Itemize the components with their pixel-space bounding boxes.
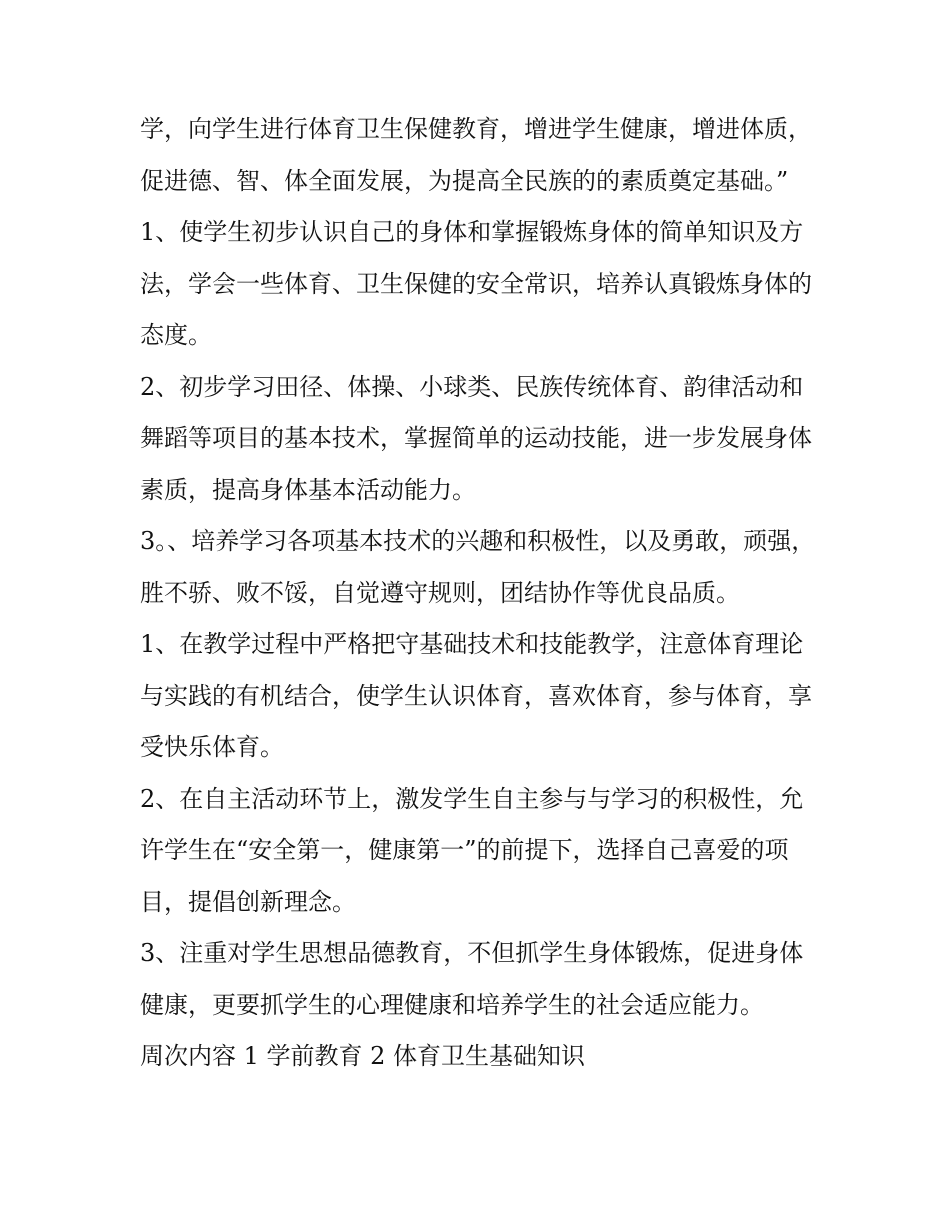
paragraph-objective-3: 3。、培养学习各项基本技术的兴趣和积极性，以及勇敢，顽强，胜不骄、败不馁，自觉遵守规则，团结协作等优良品质。	[140, 527, 816, 607]
paragraph-objective-2: 2、初步学习田径、体操、小球类、民族传统体育、韵律活动和舞蹈等项目的基本技术，掌握简单的运动技能，进一步发展身体素质，提高身体基本活动能力。	[140, 372, 812, 504]
paragraph-goal-intro: 学，向学生进行体育卫生保健教育，增进学生健康，增进体质，促进德、智、体全面发展，为提高全民族的的素质奠定基础。”	[140, 115, 812, 195]
paragraph-measure-1: 1、在教学过程中严格把守基础技术和技能教学，注意体育理论与实践的有机结合，使学生认识体育，喜欢体育，参与体育，享受快乐体育。	[140, 630, 812, 761]
paragraph-objective-1: 1、使学生初步认识自己的身体和掌握锻炼身体的简单知识及方法，学会一些体育、卫生保健的安全常识，培养认真锻炼身体的态度。	[140, 218, 812, 349]
document-body	[140, 104, 820, 1083]
paragraph-measure-3: 3、注重对学生思想品德教育，不但抓学生身体锻炼，促进身体健康，更要抓学生的心理健康和培养学生的社会适应能力。	[140, 939, 804, 1019]
paragraph-schedule: 周次内容 1 学前教育 2 体育卫生基础知识	[140, 1042, 586, 1070]
paragraph-measure-2: 2、在自主活动环节上，激发学生自主参与与学习的积极性，允许学生在“安全第一，健康第一”的前提下，选择自己喜爱的项目，提倡创新理念。	[140, 784, 804, 916]
